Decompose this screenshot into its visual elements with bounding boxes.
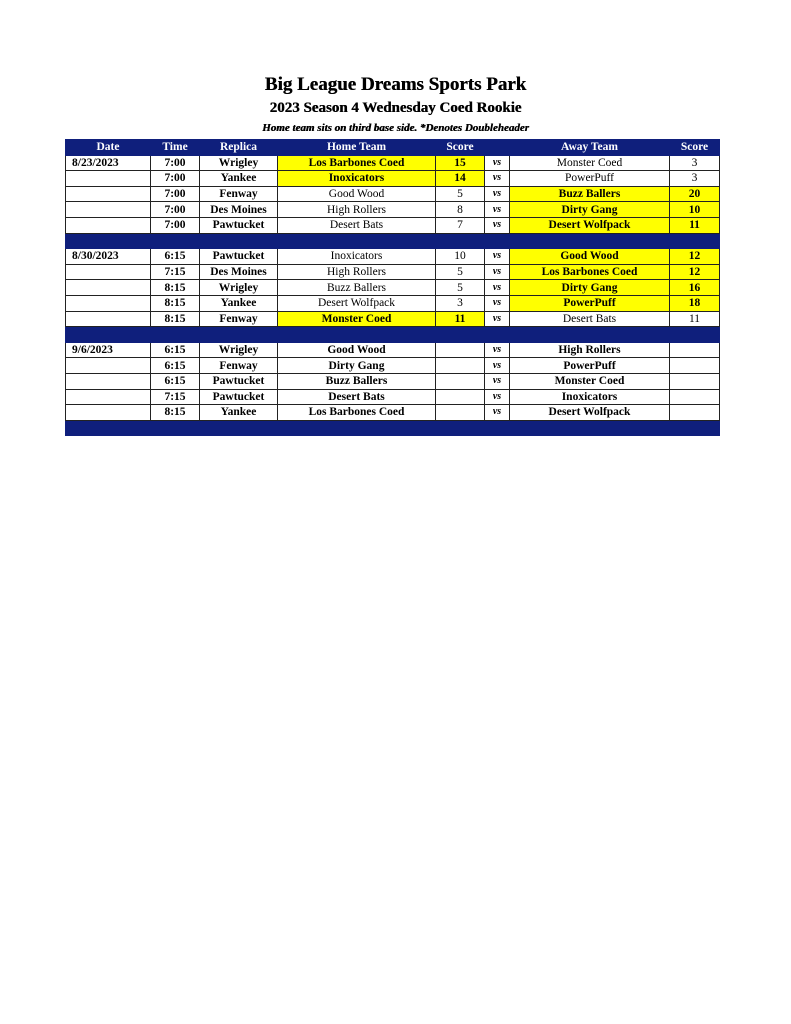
col-header-vs [485,140,510,156]
date-cell [66,186,151,202]
away-team-cell: High Rollers [510,342,670,358]
separator-cell [200,233,278,249]
away-score-cell: 3 [670,171,720,187]
table-row [66,311,720,327]
away-score-cell [670,389,720,405]
home-team-cell: High Rollers [278,264,436,280]
season-subtitle: 2023 Season 4 Wednesday Coed Rookie [269,100,522,116]
date-cell [66,171,151,187]
time-cell: 6:15 [151,373,200,389]
separator-cell [151,420,200,436]
date-cell: 9/6/2023 [66,342,151,358]
separator-cell [151,327,200,343]
col-header-date: Date [66,140,151,156]
schedule-table [65,139,720,436]
separator-cell [436,327,485,343]
replica-cell: Wrigley [200,342,278,358]
separator-cell [278,420,436,436]
away-team-cell: PowerPuff [510,295,670,311]
separator-cell [200,420,278,436]
table-row [66,264,720,280]
vs-cell: vs [485,389,510,405]
away-score-cell: 12 [670,249,720,265]
replica-cell: Yankee [200,171,278,187]
separator-cell [66,327,151,343]
table-row [66,186,720,202]
separator-cell [670,327,720,343]
table-row [66,358,720,374]
vs-cell: vs [485,342,510,358]
time-cell: 6:15 [151,358,200,374]
vs-cell: vs [485,280,510,296]
away-team-cell: Desert Wolfpack [510,405,670,421]
date-cell [66,202,151,218]
table-row [66,171,720,187]
schedule-body [66,155,720,436]
vs-cell: vs [485,249,510,265]
col-header-replica: Replica [200,140,278,156]
home-score-cell: 15 [436,155,485,171]
home-team-cell: Good Wood [278,186,436,202]
away-team-cell: Desert Bats [510,311,670,327]
table-row [66,405,720,421]
date-cell [66,373,151,389]
time-cell: 7:15 [151,389,200,405]
schedule-note: Home team sits on third base side. *Denotes Doubleheader [262,122,529,134]
date-cell: 8/23/2023 [66,155,151,171]
table-row [66,389,720,405]
away-score-cell [670,358,720,374]
date-cell [66,280,151,296]
date-cell [66,311,151,327]
home-team-cell: Desert Bats [278,217,436,233]
home-score-cell: 10 [436,249,485,265]
time-cell: 7:15 [151,264,200,280]
time-cell: 6:15 [151,249,200,265]
week-separator-row [66,233,720,249]
separator-cell [670,233,720,249]
home-score-cell [436,405,485,421]
home-score-cell: 5 [436,186,485,202]
away-score-cell: 18 [670,295,720,311]
table-row [66,217,720,233]
replica-cell: Fenway [200,186,278,202]
table-row [66,202,720,218]
time-cell: 8:15 [151,405,200,421]
away-team-cell: Dirty Gang [510,280,670,296]
table-row [66,373,720,389]
col-header-time: Time [151,140,200,156]
away-score-cell [670,342,720,358]
separator-cell [200,327,278,343]
home-team-cell: Buzz Ballers [278,373,436,389]
replica-cell: Fenway [200,311,278,327]
replica-cell: Pawtucket [200,389,278,405]
col-header-away-score: Score [670,140,720,156]
time-cell: 8:15 [151,280,200,296]
home-team-cell: Los Barbones Coed [278,405,436,421]
away-score-cell: 20 [670,186,720,202]
away-team-cell: Desert Wolfpack [510,217,670,233]
separator-cell [510,327,670,343]
date-cell [66,389,151,405]
separator-cell [510,233,670,249]
away-team-cell: Los Barbones Coed [510,264,670,280]
week-separator-row [66,327,720,343]
time-cell: 7:00 [151,155,200,171]
table-row [66,280,720,296]
date-cell [66,217,151,233]
away-score-cell: 11 [670,217,720,233]
week-separator-row [66,420,720,436]
table-row [66,342,720,358]
date-cell: 8/30/2023 [66,249,151,265]
replica-cell: Yankee [200,295,278,311]
home-score-cell [436,373,485,389]
separator-cell [436,233,485,249]
home-score-cell: 3 [436,295,485,311]
home-score-cell: 14 [436,171,485,187]
separator-cell [278,233,436,249]
separator-cell [436,420,485,436]
table-row [66,249,720,265]
vs-cell: vs [485,186,510,202]
time-cell: 8:15 [151,311,200,327]
time-cell: 7:00 [151,202,200,218]
time-cell: 7:00 [151,186,200,202]
home-team-cell: Monster Coed [278,311,436,327]
time-cell: 7:00 [151,217,200,233]
replica-cell: Yankee [200,405,278,421]
home-score-cell [436,389,485,405]
home-score-cell: 5 [436,264,485,280]
home-score-cell [436,358,485,374]
home-team-cell: Inoxicators [278,249,436,265]
vs-cell: vs [485,358,510,374]
home-team-cell: Desert Wolfpack [278,295,436,311]
date-cell [66,358,151,374]
home-team-cell: Dirty Gang [278,358,436,374]
separator-cell [485,327,510,343]
vs-cell: vs [485,217,510,233]
table-row [66,295,720,311]
away-score-cell: 11 [670,311,720,327]
separator-cell [151,233,200,249]
vs-cell: vs [485,171,510,187]
home-team-cell: High Rollers [278,202,436,218]
away-score-cell: 16 [670,280,720,296]
vs-cell: vs [485,264,510,280]
replica-cell: Wrigley [200,280,278,296]
col-header-home-team: Home Team [278,140,436,156]
home-score-cell: 11 [436,311,485,327]
vs-cell: vs [485,405,510,421]
replica-cell: Pawtucket [200,249,278,265]
home-team-cell: Buzz Ballers [278,280,436,296]
separator-cell [278,327,436,343]
replica-cell: Wrigley [200,155,278,171]
vs-cell: vs [485,295,510,311]
page-title: Big League Dreams Sports Park [264,74,527,95]
home-score-cell: 5 [436,280,485,296]
vs-cell: vs [485,311,510,327]
away-score-cell: 10 [670,202,720,218]
separator-cell [66,233,151,249]
col-header-away-team: Away Team [510,140,670,156]
away-score-cell [670,373,720,389]
vs-cell: vs [485,373,510,389]
home-team-cell: Los Barbones Coed [278,155,436,171]
away-team-cell: PowerPuff [510,358,670,374]
separator-cell [66,420,151,436]
table-row [66,155,720,171]
home-score-cell: 8 [436,202,485,218]
away-score-cell: 3 [670,155,720,171]
away-team-cell: Good Wood [510,249,670,265]
separator-cell [670,420,720,436]
separator-cell [485,420,510,436]
away-team-cell: Buzz Ballers [510,186,670,202]
away-team-cell: Inoxicators [510,389,670,405]
home-score-cell [436,342,485,358]
away-team-cell: Dirty Gang [510,202,670,218]
home-score-cell: 7 [436,217,485,233]
time-cell: 7:00 [151,171,200,187]
replica-cell: Des Moines [200,264,278,280]
separator-cell [485,233,510,249]
vs-cell: vs [485,202,510,218]
separator-cell [510,420,670,436]
vs-cell: vs [485,155,510,171]
away-score-cell: 12 [670,264,720,280]
away-team-cell: Monster Coed [510,373,670,389]
home-team-cell: Inoxicators [278,171,436,187]
replica-cell: Pawtucket [200,373,278,389]
away-team-cell: PowerPuff [510,171,670,187]
time-cell: 8:15 [151,295,200,311]
away-team-cell: Monster Coed [510,155,670,171]
date-cell [66,405,151,421]
replica-cell: Pawtucket [200,217,278,233]
replica-cell: Fenway [200,358,278,374]
replica-cell: Des Moines [200,202,278,218]
date-cell [66,295,151,311]
date-cell [66,264,151,280]
time-cell: 6:15 [151,342,200,358]
table-header-row [66,140,720,156]
col-header-home-score: Score [436,140,485,156]
home-team-cell: Good Wood [278,342,436,358]
away-score-cell [670,405,720,421]
home-team-cell: Desert Bats [278,389,436,405]
